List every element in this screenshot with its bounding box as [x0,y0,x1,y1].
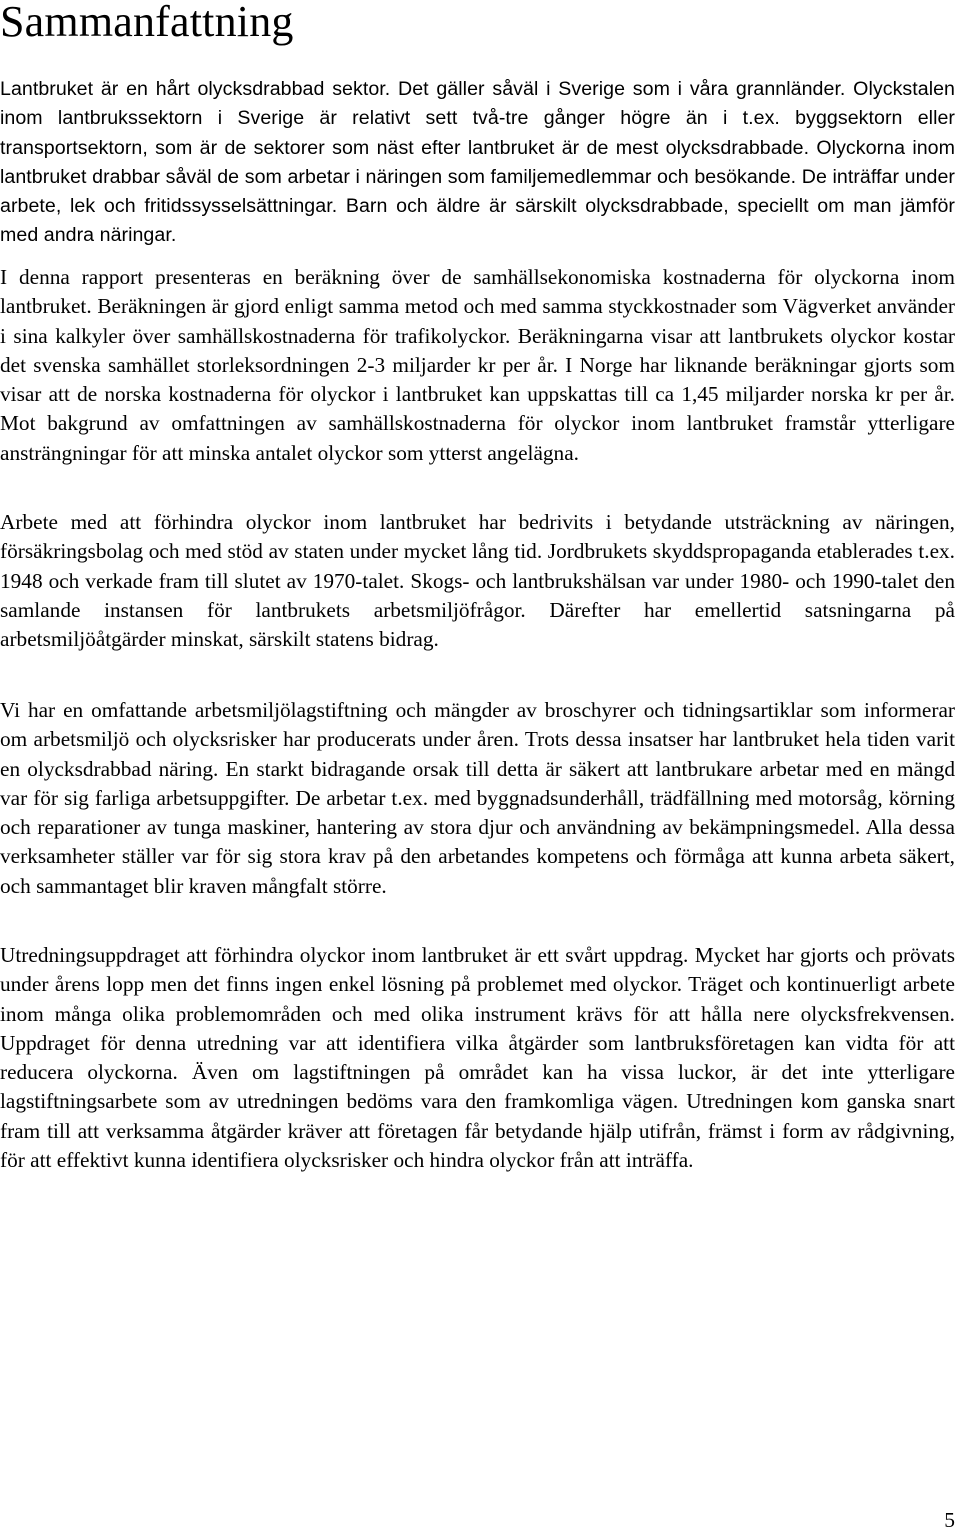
page-title: Sammanfattning [0,0,294,46]
summary-paragraph-4: Vi har en omfattande arbetsmiljölagstiftning och mängder av broschyrer och tidningsartiklar som informerar om arbetsmiljö och olycksrisker har producerats under åren. Trots dessa insatser har lantbruket hela tiden varit en olycksdrabbad näring. En starkt bidragande orsak till detta är säkert att lantbrukare arbetar med en mängd var för sig farliga arbetsuppgifter. De arbetar t.ex. med byggnadsunderhåll, trädfällning med motorsåg, körning och reparationer av tunga maskiner, hantering av stora djur och användning av bekämpningsmedel. Alla dessa verksamheter ställer var för sig stora krav på den arbetandes kompetens och förmåga att kunna arbeta säkert, och sammantaget blir kraven mångfalt större. [0,698,955,898]
page-number: 5 [944,1508,955,1532]
summary-paragraph-3: Arbete med att förhindra olyckor inom lantbruket har bedrivits i betydande utsträckning av näringen, försäkringsbolag och med stöd av staten under mycket lång tid. Jordbrukets skyddspropaganda etablerades t.ex. 1948 och verkade fram till slutet av 1970-talet. Skogs- och lantbrukshälsan var under 1980- och 1990-talet den samlande instansen för lantbrukets arbetsmiljöfrågor. Därefter har emellertid satsningarna på arbetsmiljöåtgärder minskat, särskilt statens bidrag. [0,510,955,652]
summary-paragraph-1: Lantbruket är en hårt olycksdrabbad sektor. Det gäller såväl i Sverige som i våra grannländer. Olyckstalen inom lantbrukssektorn i Sverige är relativt sett två-tre gånger högre än i t.ex. byggsektorn eller transportsektorn, som är de sektorer som näst efter lantbruket är de mest olycksdrabbade. Olyckorna inom lantbruket drabbar såväl de som arbetar i näringen som familjemedlemmar och besökande. De inträffar under arbete, lek och fritidssysselsättningar. Barn och äldre är särskilt olycksdrabbade, speciellt om man jämför med andra näringar. [0,78,955,247]
summary-paragraph-2: I denna rapport presenteras en beräkning över de samhällsekonomiska kostnaderna för olyckorna inom lantbruket. Beräkningen är gjord enligt samma metod och med samma styckkostnader som Vägverket använder i sina kalkyler över samhällskostnaderna för trafikolyckor. Beräkningarna visar att lantbrukets olyckor kostar det svenska samhället storleksordningen 2-3 miljarder kr per år. I Norge har liknande beräkningar gjorts som visar att de norska kostnaderna för olyckor i lantbruket kan uppskattas till ca 1,45 miljarder norska kr per år. Mot bakgrund av omfattningen av samhällskostnaderna för olyckor inom lantbruket framstår ytterligare ansträngningar för att minska antalet olyckor som ytterst angelägna. [0,265,955,465]
summary-paragraph-5: Utredningsuppdraget att förhindra olyckor inom lantbruket är ett svårt uppdrag. Mycket har gjorts och prövats under årens lopp men det finns ingen enkel lösning på problemet med olyckor. Träget och kontinuerligt arbete inom många olika problemområden och med olika instrument krävs för att hålla nere olycksfrekvensen. Uppdraget för denna utredning var att identifiera vilka åtgärder som lantbruksföretagen kan vidta för att reducera olyckorna. Även om lagstiftningen på området kan ha vissa luckor, är det inte ytterligare lagstiftningsarbete som av utredningen bedöms vara den framkomliga vägen. Utredningen kom ganska snart fram till att verksamma åtgärder kräver att företagen får betydande hjälp utifrån, främst i form av rådgivning, för att effektivt kunna identifiera olycksrisker och hindra olyckor från att inträffa. [0,943,955,1173]
